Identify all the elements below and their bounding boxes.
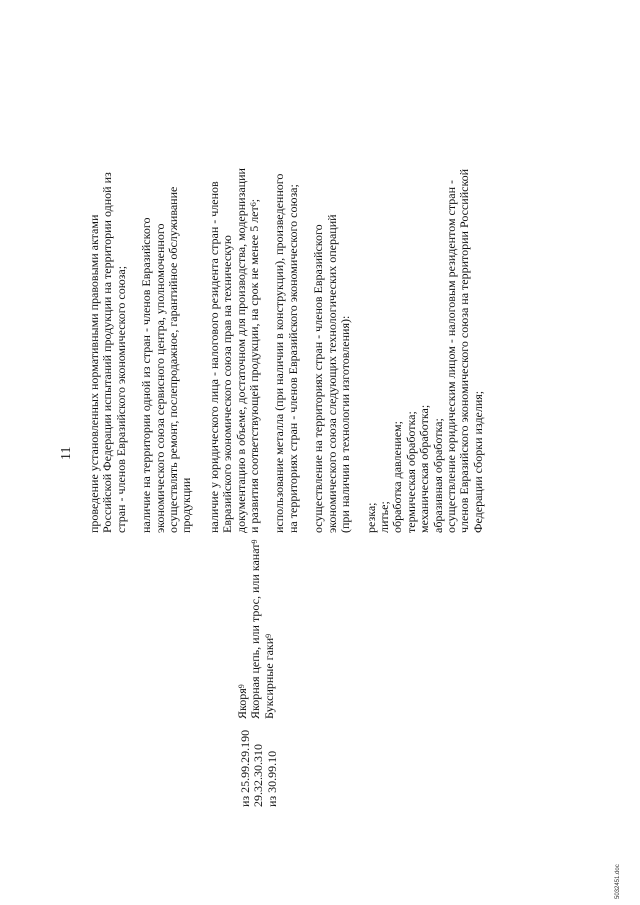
req-line: использование металла (при наличии в конструкции), произведенного — [272, 173, 287, 533]
req-line: наличие у юридического лица - налогового резидента стран - членов — [206, 181, 221, 533]
req-line: наличие на территории одной из стран - членов Евразийского — [139, 217, 154, 533]
req-line: на территориях стран - членов Евразийского экономического союза; — [285, 184, 300, 533]
code-line: 29.32.30.310 — [251, 744, 266, 807]
req-line: осуществлять ремонт, послепродажное, гарантийное обслуживание — [166, 186, 181, 533]
footnote-mark: 9 — [263, 633, 273, 638]
req-line: осуществление юридическим лицом - налоговым резидентом стран - — [443, 179, 458, 533]
req-line: проведение установленных нормативными правовыми актами — [87, 214, 101, 533]
req-line: (при наличии в технологии изготовления): — [338, 315, 353, 533]
product-names-column — [236, 540, 276, 719]
req-line: членов Евразийского экономического союза на территории Российской — [457, 168, 472, 533]
operation-item: резка; — [363, 502, 378, 533]
code-line: из 30.99.10 — [264, 750, 279, 807]
product-name: Буксирные гаки$^9$ — [261, 633, 276, 719]
operation-item: литье; — [376, 501, 391, 533]
operation-item: абразивная обработка; — [430, 418, 445, 533]
product-name: Якоря$^9$ — [235, 684, 249, 719]
req-line: документацию в объеме, достаточном для производства, модернизации — [233, 168, 248, 533]
req-line: и развития соответствующей продукции, на срок не менее 5 лет$^6$; — [247, 198, 262, 533]
footnote-mark: 9 — [237, 684, 246, 689]
okpd2-codes-column — [239, 730, 279, 807]
req-line: экономического союза сервисного центра, уполномоченного — [152, 223, 167, 533]
page-number: 11 — [59, 446, 74, 460]
product-name: Якорная цепь, или трос, или канат$^9$ — [248, 539, 263, 719]
req-line: продукции — [179, 477, 194, 533]
req-line: Евразийского экономического союза прав на техническую — [220, 235, 235, 533]
req-line: экономического союза следующих технологических операций — [324, 214, 339, 533]
document-reference: 5032451.doc — [615, 864, 621, 899]
req-line: стран - членов Евразийского экономического союза; — [113, 265, 128, 533]
req-line: Российской Федерации испытаний продукции на территории одной из — [100, 172, 115, 533]
operation-item: термическая обработка; — [403, 411, 418, 533]
operation-item: обработка давлением; — [390, 421, 405, 533]
code-line: из 25.99.29.190 — [238, 729, 252, 807]
footnote-mark: 9 — [250, 539, 260, 544]
operation-item: механическая обработка; — [417, 404, 432, 533]
req-line: осуществление на территориях стран - членов Евразийского — [311, 224, 326, 533]
req-line: Федерации сборки изделия; — [470, 390, 485, 533]
footnote-mark: 6 — [249, 202, 259, 207]
requirements-column — [88, 168, 485, 533]
